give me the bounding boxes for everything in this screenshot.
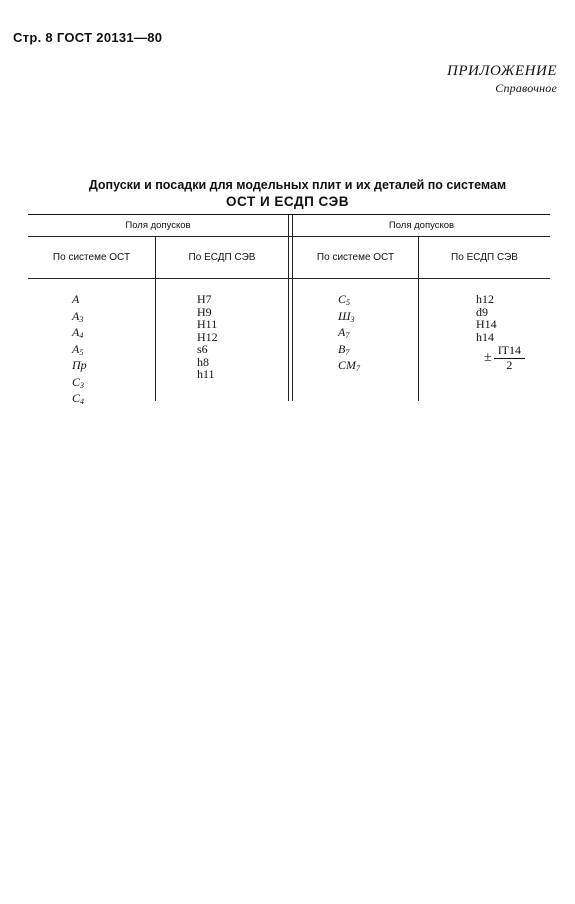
col-header-ost-left: По системе ОСТ — [52, 252, 131, 263]
table-title — [0, 178, 575, 209]
table-cell-esdp: s6 — [197, 342, 208, 356]
table-cell-ost: $А_7$ — [338, 325, 350, 340]
appendix-label — [447, 63, 557, 96]
appendix-title: ПРИЛОЖЕНИЕ — [447, 63, 557, 79]
table-cell-ost: $А_3$ — [72, 308, 84, 324]
col-header-esdp-left: По ЕСДП СЭВ — [188, 252, 256, 263]
fraction-denominator: 2 — [506, 358, 513, 372]
group-header-right: Поля допусков — [388, 220, 455, 231]
right-esdp-column — [476, 293, 546, 343]
plus-minus-sign: ± — [484, 349, 492, 365]
table-cell-ost: А — [72, 292, 80, 306]
appendix-subtitle: Справочное — [495, 81, 557, 95]
table-cell-esdp: h14 — [476, 329, 494, 344]
table-top-rule — [28, 214, 550, 215]
table-cell-esdp: d9 — [476, 304, 488, 319]
table-cell-esdp: h12 — [476, 292, 494, 306]
table-cell-ost: $С_4$ — [72, 391, 85, 406]
table-cell-ost: $С_3$ — [72, 374, 85, 390]
table-cell-esdp-fraction — [484, 344, 525, 372]
left-esdp-column — [197, 293, 267, 381]
table-cell-esdp: H9 — [197, 304, 212, 319]
fraction-numerator: IT14 — [494, 344, 525, 359]
page-header: Стр. 8 ГОСТ 20131—80 — [13, 30, 163, 45]
table-cell-esdp: H12 — [197, 329, 218, 344]
col-header-esdp-right: По ЕСДП СЭВ — [451, 252, 518, 263]
table-cell-esdp: H14 — [476, 317, 497, 331]
col-header-ost-right: По системе ОСТ — [316, 252, 395, 263]
table-header-rule — [28, 278, 550, 279]
table-cell-esdp: h8 — [197, 354, 209, 369]
group-header-left: Поля допусков — [125, 220, 191, 231]
table-title-line1: Допуски и посадки для модельных плит и их деталей по системам — [88, 178, 507, 192]
table-cell-ost: $А_4$ — [72, 325, 84, 340]
table-cell-ost: $В_7$ — [338, 341, 350, 357]
table-cell-esdp: H7 — [197, 292, 212, 306]
table-cell-ost: $С_5$ — [338, 292, 351, 307]
table-cell-ost: $А_5$ — [72, 341, 84, 357]
table-cell-ost: $Ш_3$ — [338, 308, 355, 324]
col-divider-center-a — [288, 215, 289, 401]
table-cell-ost: $СМ_7$ — [338, 358, 360, 373]
table-cell-esdp: H11 — [197, 317, 218, 331]
table-title-line2: ОСТ И ЕСДП СЭВ — [226, 194, 349, 209]
col-divider-center-b — [292, 215, 293, 401]
table-cell-ost: Пр — [72, 358, 87, 372]
table-group-rule — [28, 236, 550, 237]
left-ost-column — [72, 293, 142, 409]
table-cell-esdp: h11 — [197, 367, 215, 381]
right-ost-column — [338, 293, 408, 376]
